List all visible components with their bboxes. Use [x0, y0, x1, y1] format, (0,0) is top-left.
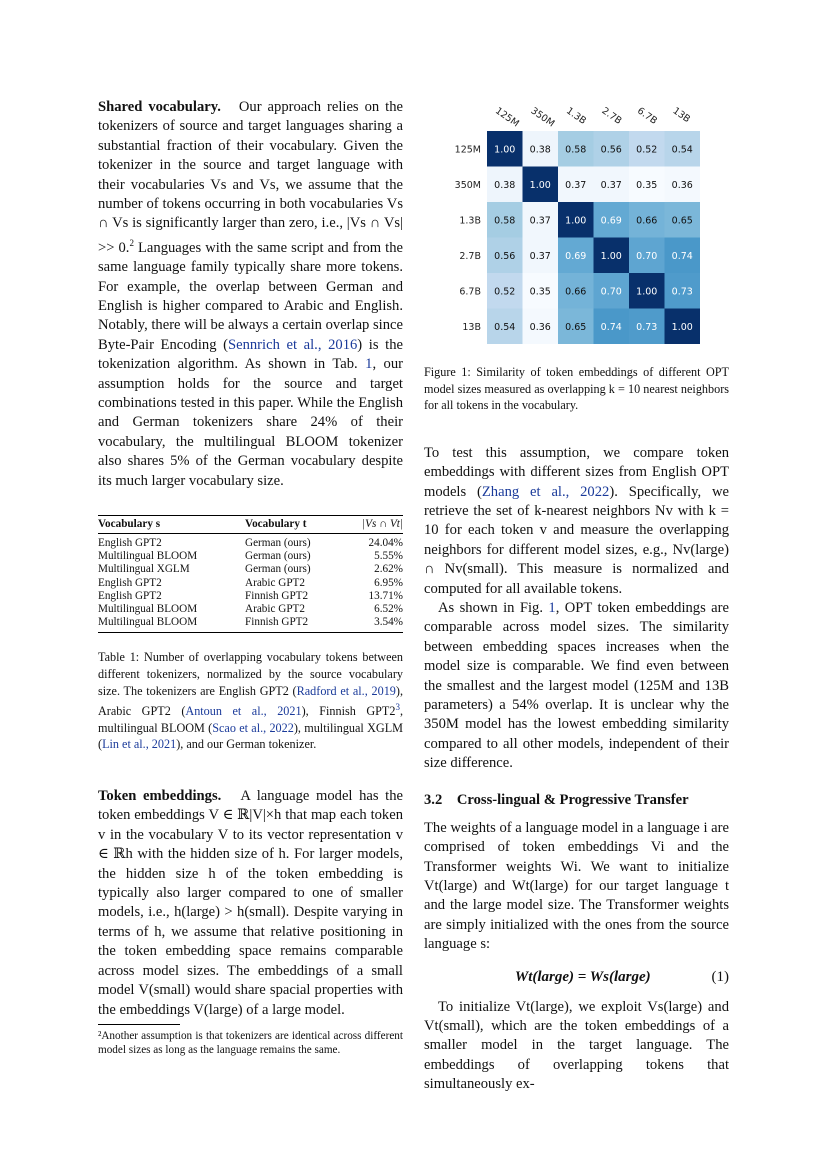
heatmap-value-label: 0.65 [671, 215, 693, 227]
footnote-block [98, 1024, 403, 1057]
transfer-paragraph: The weights of a language model in a language i are comprised of token embeddings Vi and the Transformer weights Wi. We want to initialize Vt(large) and Wt(large) for our target language t and the large model size. The Transformer weights are simply initialized with the ones from the source language s: [424, 819, 729, 953]
source-vocab-cell: English GPT2 [98, 536, 162, 549]
table-row [98, 577, 403, 590]
heatmap-value-label: 0.73 [671, 286, 693, 298]
heatmap-value-label: 0.37 [529, 250, 551, 262]
heatmap-value-label: 1.00 [494, 144, 516, 156]
overlap-cell: 24.04% [368, 536, 403, 549]
section-heading [424, 792, 729, 809]
heatmap-value-label: 0.37 [600, 179, 622, 191]
x-tick-label: 6.7B [635, 105, 660, 127]
heatmap-value-label: 0.37 [529, 215, 551, 227]
vocab-table [98, 515, 403, 633]
overlap-cell: 3.54% [374, 616, 403, 629]
cite-radford-link[interactable]: Radford et al., 2019 [296, 683, 396, 698]
x-tick-label: 13B [670, 105, 693, 126]
footnote-divider [98, 1024, 180, 1025]
overlap-cell: 13.71% [368, 589, 403, 602]
heatmap-value-label: 1.00 [529, 179, 551, 191]
table-caption-text-2: ), Arabic GPT2 ( [98, 683, 403, 719]
cite-scao-link[interactable]: Scao et al., 2022 [212, 720, 294, 735]
equation-body: Wt(large) = Ws(large) [514, 968, 651, 985]
token-embeddings-paragraph [98, 787, 403, 1020]
equation-number: (1) [711, 968, 729, 985]
heatmap-value-label: 0.58 [494, 215, 516, 227]
source-vocab-cell: English GPT2 [98, 589, 162, 602]
source-vocab-cell: Multilingual BLOOM [98, 550, 198, 563]
similarity-heatmap-figure [424, 100, 734, 350]
heatmap-value-label: 0.56 [494, 250, 516, 262]
vocab-table-block [98, 515, 403, 633]
heatmap-value-label: 0.74 [671, 250, 693, 262]
heatmap-value-label: 0.69 [600, 215, 622, 227]
target-vocab-cell: Arabic GPT2 [245, 576, 305, 589]
target-vocab-cell: Finnish GPT2 [245, 589, 309, 602]
heatmap-value-label: 0.69 [565, 250, 587, 262]
x-tick-label: 2.7B [599, 105, 624, 127]
similarity-heatmap [424, 100, 734, 350]
section-title: Cross-lingual & Progressive Transfer [456, 791, 689, 808]
shared-vocab-paragraph [98, 98, 403, 491]
overlap-cell: 6.95% [374, 576, 403, 589]
table-row [98, 603, 403, 616]
target-vocab-cell: German (ours) [245, 536, 311, 549]
opt-paragraph-1 [424, 444, 729, 599]
table-caption-text-1: Table 1: Number of overlapping vocabulary tokens between different tokenizers, normalized by the source vocabulary size. The tokenizers are English GPT2 ( [98, 650, 403, 698]
heatmap-value-label: 0.66 [636, 215, 658, 227]
source-vocab-cell: English GPT2 [98, 576, 162, 589]
opt-text-2: ). Specifically, we retrieve the set of k-nearest neighbors Nv with k = 10 for each token v and measure the overlapping neighbors for different model sizes, e.g., Nv(large) ∩ Nv(small). This measure is normalized and computed for all available tokens. [424, 483, 729, 597]
heatmap-value-label: 1.00 [600, 250, 622, 262]
table-row [98, 590, 403, 603]
heatmap-value-label: 0.54 [671, 144, 693, 156]
table-header-source: Vocabulary s [98, 515, 245, 533]
initialize-paragraph: To initialize Vt(large), we exploit Vs(large) and Vt(small), which are the token embeddings of a smaller model in the target language. The embeddings of overlapping tokens that simultaneously ex- [424, 998, 729, 1093]
table-header-target: Vocabulary t [245, 515, 342, 533]
cite-lin-link[interactable]: Lin et al., 2021 [102, 737, 177, 752]
table-caption-text-5: ), multilingual XGLM ( [98, 720, 403, 752]
opt-text-1: To test this assumption, we compare token embeddings with different sizes from English OPT models ( [424, 444, 729, 500]
token-embeddings-heading: Token embeddings. [98, 788, 222, 805]
figure-caption: Figure 1: Similarity of token embeddings of different OPT model sizes measured as overlapping k = 10 nearest neighbors for all tokens in the vocabulary. [424, 365, 729, 413]
footnote-text: ²Another assumption is that tokenizers are identical across different model sizes as long as the language remains the same. [98, 1030, 403, 1056]
right-column [424, 364, 729, 1095]
table-row [98, 563, 403, 576]
y-tick-label: 2.7B [459, 250, 481, 262]
shared-vocab-text-1: Our approach relies on the tokenizers of source and target languages sharing a substantial fraction of their vocabulary. Given the tokenizer in the source and target language with their vocabularies Vs and Vs, we assume that the number of tokens occurring in both vocabularies Vs ∩ Vs is significantly larger than zero, i.e., |Vs ∩ Vs| >> 0. [98, 99, 403, 256]
heatmap-value-label: 0.36 [529, 321, 551, 333]
target-vocab-cell: German (ours) [245, 563, 311, 576]
heatmap-value-label: 0.66 [565, 286, 587, 298]
cite-zhang-link[interactable]: Zhang et al., 2022 [481, 483, 610, 500]
equation-1 [424, 969, 729, 986]
shared-vocab-text-4: , our assumption holds for the source and target combinations tested in this paper. While the English and German tokenizers share 24% of their vocabulary, the multilingual BLOOM tokenizer also shares 5% of the German vocabulary despite its much larger vocabulary size. [98, 356, 403, 489]
heatmap-value-label: 0.73 [636, 321, 658, 333]
overlap-cell: 6.52% [374, 603, 403, 615]
overlap-cell: 5.55% [374, 550, 403, 563]
heatmap-value-label: 0.35 [636, 179, 658, 191]
heatmap-value-label: 0.56 [600, 144, 622, 156]
target-vocab-cell: Arabic GPT2 [245, 603, 305, 615]
footnote-mark-3[interactable]: 3 [395, 702, 400, 713]
opt-text-3: As shown in Fig. [438, 600, 549, 617]
source-vocab-cell: Multilingual XGLM [98, 563, 190, 576]
left-column [98, 98, 403, 1056]
heatmap-value-label: 0.38 [529, 144, 551, 156]
heatmap-value-label: 0.37 [565, 179, 587, 191]
cite-sennrich-link[interactable]: Sennrich et al., 2016 [227, 336, 358, 353]
heatmap-value-label: 0.74 [600, 321, 622, 333]
token-embeddings-text: A language model has the token embeddings V ∈ ℝ|V|×h that map each token v in the vocabulary V to its vector representation v ∈ ℝh with the hidden size of h. For larger models, the hidden size h of the token embedding is typically also larger compared to one of smaller models, i.e., h(large) > h(small). Despite varying in terms of h, we assume that relative positioning in the token embedding space remains comparable across model sizes. The embeddings of a small model V(small) would share spacial properties with the embeddings V(large) of a large model. [98, 788, 403, 1018]
y-tick-label: 1.3B [459, 215, 481, 227]
target-vocab-cell: German (ours) [245, 550, 311, 563]
source-vocab-cell: Multilingual BLOOM [98, 616, 198, 629]
heatmap-value-label: 0.38 [494, 179, 516, 191]
heatmap-value-label: 0.70 [600, 286, 622, 298]
y-tick-label: 125M [454, 144, 481, 156]
overlap-cell: 2.62% [374, 563, 403, 576]
heatmap-value-label: 0.70 [636, 250, 658, 262]
heatmap-value-label: 0.52 [636, 144, 658, 156]
shared-vocab-text-2: Languages with the same script and from the same language family typically share more tokens. For example, the overlap between German and English is higher compared to Arabic and English. Notably, there will be always a certain overlap since Byte-Pair Encoding ( [98, 239, 403, 353]
heatmap-value-label: 1.00 [671, 321, 693, 333]
heatmap-value-label: 0.52 [494, 286, 516, 298]
table-caption [98, 649, 403, 753]
heatmap-value-label: 0.65 [565, 321, 587, 333]
table-row [98, 616, 403, 633]
y-tick-label: 6.7B [459, 286, 481, 298]
x-tick-label: 125M [493, 105, 521, 130]
fig-ref-link[interactable]: 1 [548, 600, 556, 617]
table-caption-text-3: ), Finnish GPT2 [301, 704, 396, 719]
heatmap-value-label: 0.54 [494, 321, 516, 333]
table-row [98, 533, 403, 550]
footnote-mark-2[interactable]: 2 [129, 237, 134, 248]
heatmap-value-label: 0.36 [671, 179, 693, 191]
cite-antoun-link[interactable]: Antoun et al., 2021 [185, 704, 302, 719]
heatmap-value-label: 0.58 [565, 144, 587, 156]
heatmap-value-label: 1.00 [565, 215, 587, 227]
x-tick-label: 1.3B [564, 105, 589, 127]
target-vocab-cell: Finnish GPT2 [245, 616, 309, 629]
table-header-overlap: |Vs ∩ Vt| [342, 515, 403, 533]
y-tick-label: 13B [462, 321, 481, 333]
shared-vocab-text-3: ) is the tokenization algorithm. As shown in Tab. [98, 336, 403, 373]
source-vocab-cell: Multilingual BLOOM [98, 603, 198, 615]
table-caption-text-4: , multilingual BLOOM ( [98, 704, 403, 735]
table-caption-text-6: ), and our German tokenizer. [176, 737, 317, 752]
table-ref-link[interactable]: 1 [365, 356, 373, 373]
shared-vocab-heading: Shared vocabulary. [98, 99, 221, 115]
section-number: 3.2 [424, 791, 443, 808]
table-row [98, 550, 403, 563]
opt-text-4: , OPT token embeddings are comparable across model sizes. The similarity between embedding spaces increases when the model size is comparable. We find even between the smallest and the largest model (125M and 13B parameters) a 54% overlap. It is unclear why the 350M model has the lowest embedding similarity compared to all other models, independent of their size difference. [424, 600, 729, 772]
heatmap-value-label: 1.00 [636, 286, 658, 298]
heatmap-value-label: 0.35 [529, 286, 551, 298]
opt-paragraph-2 [424, 599, 729, 774]
y-tick-label: 350M [454, 179, 481, 191]
x-tick-label: 350M [528, 105, 557, 130]
